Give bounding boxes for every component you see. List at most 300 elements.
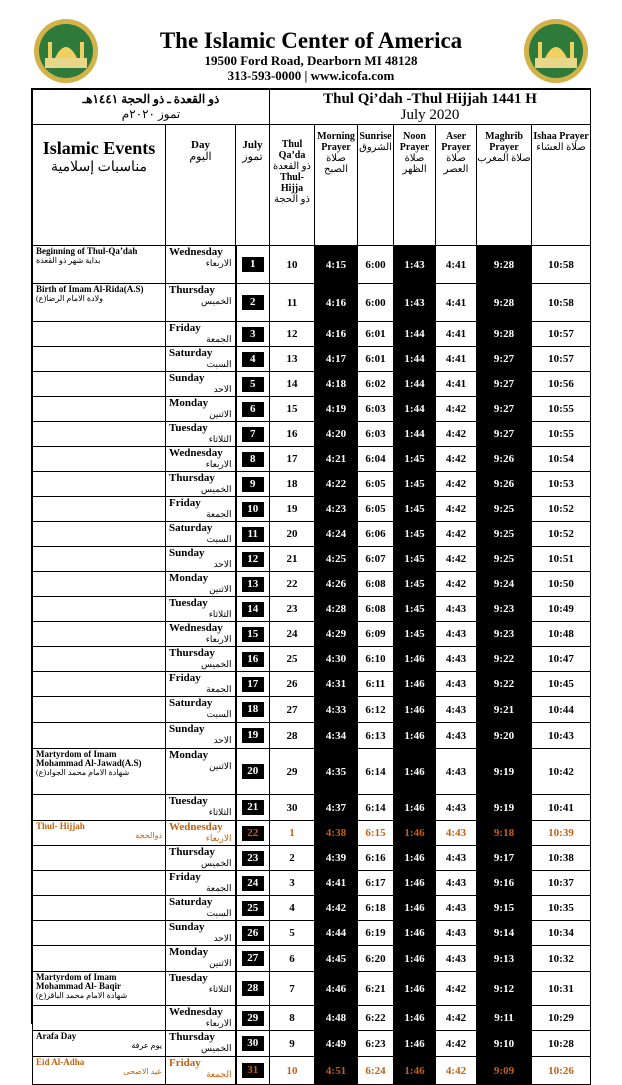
day-cell <box>166 896 236 921</box>
morning-cell: 4:42 <box>315 896 358 921</box>
day-cell <box>166 472 236 497</box>
aser-cell: 4:41 <box>436 372 477 397</box>
header-sunrise <box>358 125 394 246</box>
day-cell <box>166 284 236 322</box>
day-cell <box>166 1006 236 1031</box>
noon-cell: 1:46 <box>394 972 436 1006</box>
header-ishaa-ar: صلاة العشاء <box>536 142 586 153</box>
schedule-frame <box>31 88 591 1079</box>
morning-cell: 4:22 <box>315 472 358 497</box>
noon-cell: 1:46 <box>394 821 436 846</box>
day-ar: الاربعاء <box>205 258 232 268</box>
ishaa-cell: 10:48 <box>532 622 591 647</box>
day-en: Wednesday <box>169 1006 223 1018</box>
event-cell <box>33 697 166 723</box>
noon-cell: 1:46 <box>394 1057 436 1085</box>
table-row <box>33 647 591 672</box>
event-cell <box>33 284 166 322</box>
ishaa-cell: 10:35 <box>532 896 591 921</box>
sunrise-cell: 6:24 <box>358 1057 394 1085</box>
day-ar: الاحد <box>213 384 232 394</box>
noon-cell: 1:46 <box>394 871 436 896</box>
header-events-en: Islamic Events <box>42 138 156 158</box>
maghrib-cell: 9:14 <box>477 921 532 946</box>
hijri-cell: 10 <box>270 246 315 284</box>
event-ar: شهادة الامام محمد الجواد(ع) <box>36 768 130 777</box>
ishaa-cell: 10:45 <box>532 672 591 697</box>
july-date: 3 <box>242 327 264 342</box>
morning-cell: 4:23 <box>315 497 358 522</box>
hijri-cell: 5 <box>270 921 315 946</box>
july-date-cell <box>236 622 270 647</box>
july-date: 10 <box>242 502 264 517</box>
header-day <box>166 125 236 246</box>
july-date: 5 <box>242 377 264 392</box>
july-date-cell <box>236 422 270 447</box>
aser-cell: 4:43 <box>436 622 477 647</box>
noon-cell: 1:43 <box>394 246 436 284</box>
sunrise-cell: 6:23 <box>358 1031 394 1057</box>
ishaa-cell: 10:43 <box>532 723 591 749</box>
morning-cell: 4:48 <box>315 1006 358 1031</box>
noon-cell: 1:45 <box>394 472 436 497</box>
ishaa-cell: 10:28 <box>532 1031 591 1057</box>
sunrise-cell: 6:03 <box>358 422 394 447</box>
table-row <box>33 572 591 597</box>
hijri-cell: 11 <box>270 284 315 322</box>
table-row <box>33 347 591 372</box>
table-row <box>33 672 591 697</box>
aser-cell: 4:41 <box>436 322 477 347</box>
header-aser <box>436 125 477 246</box>
ishaa-cell: 10:57 <box>532 322 591 347</box>
ishaa-cell: 10:52 <box>532 497 591 522</box>
banner-arabic <box>33 90 270 125</box>
sunrise-cell: 6:07 <box>358 547 394 572</box>
july-date-cell <box>236 846 270 871</box>
hijri-cell: 8 <box>270 1006 315 1031</box>
aser-cell: 4:42 <box>436 397 477 422</box>
morning-cell: 4:34 <box>315 723 358 749</box>
day-cell <box>166 871 236 896</box>
july-date-cell <box>236 821 270 846</box>
july-date: 23 <box>242 851 264 866</box>
center-title: The Islamic Center of America <box>159 28 463 53</box>
table-row <box>33 723 591 749</box>
day-cell <box>166 597 236 622</box>
banner-row <box>33 90 591 125</box>
maghrib-cell: 9:23 <box>477 622 532 647</box>
header-july-en: July <box>242 139 263 151</box>
day-ar: الجمعة <box>206 509 232 519</box>
sunrise-cell: 6:22 <box>358 1006 394 1031</box>
event-cell <box>33 871 166 896</box>
table-row <box>33 871 591 896</box>
sunrise-cell: 6:10 <box>358 647 394 672</box>
aser-cell: 4:43 <box>436 871 477 896</box>
july-date: 25 <box>242 901 264 916</box>
aser-cell: 4:43 <box>436 846 477 871</box>
july-date: 16 <box>242 652 264 667</box>
day-cell <box>166 921 236 946</box>
event-cell <box>33 322 166 347</box>
maghrib-cell: 9:27 <box>477 347 532 372</box>
july-date: 7 <box>242 427 264 442</box>
day-ar: الاحد <box>213 559 232 569</box>
july-date: 20 <box>242 764 264 779</box>
maghrib-cell: 9:23 <box>477 597 532 622</box>
event-en: Martyrdom of Imam Mohammad Al-Jawad(A.S) <box>36 749 142 768</box>
july-date-cell <box>236 723 270 749</box>
sunrise-cell: 6:06 <box>358 522 394 547</box>
banner-english <box>270 90 591 125</box>
day-en: Sunday <box>169 372 205 384</box>
header-hijri-en1: Thul Qa’da <box>278 139 306 161</box>
noon-cell: 1:45 <box>394 447 436 472</box>
hijri-cell: 14 <box>270 372 315 397</box>
hijri-cell: 30 <box>270 795 315 821</box>
sunrise-cell: 6:04 <box>358 447 394 472</box>
july-date: 14 <box>242 602 264 617</box>
hijri-cell: 9 <box>270 1031 315 1057</box>
day-en: Wednesday <box>169 246 223 258</box>
hijri-cell: 26 <box>270 672 315 697</box>
ishaa-cell: 10:55 <box>532 422 591 447</box>
table-row <box>33 1006 591 1031</box>
event-cell <box>33 795 166 821</box>
maghrib-cell: 9:25 <box>477 547 532 572</box>
morning-cell: 4:37 <box>315 795 358 821</box>
hijri-cell: 20 <box>270 522 315 547</box>
july-date: 31 <box>242 1063 264 1078</box>
ishaa-cell: 10:53 <box>532 472 591 497</box>
day-ar: الاثنين <box>209 409 232 419</box>
hijri-english: Thul Qi’dah -Thul Hijjah 1441 H <box>323 91 537 107</box>
july-date: 27 <box>242 951 264 966</box>
header-events-ar: مناسبات إسلامية <box>50 160 148 175</box>
day-cell <box>166 246 236 284</box>
event-cell <box>33 347 166 372</box>
noon-cell: 1:45 <box>394 522 436 547</box>
aser-cell: 4:42 <box>436 1057 477 1085</box>
july-date: 9 <box>242 477 264 492</box>
noon-cell: 1:45 <box>394 597 436 622</box>
noon-cell: 1:46 <box>394 1031 436 1057</box>
prayer-schedule-table <box>32 89 591 1085</box>
ishaa-cell: 10:32 <box>532 946 591 972</box>
aser-cell: 4:42 <box>436 522 477 547</box>
morning-cell: 4:16 <box>315 284 358 322</box>
morning-cell: 4:28 <box>315 597 358 622</box>
header-sunrise-ar: الشروق <box>359 142 392 153</box>
table-row <box>33 795 591 821</box>
july-date-cell <box>236 697 270 723</box>
event-cell <box>33 972 166 1006</box>
july-date-cell <box>236 572 270 597</box>
day-ar: الاربعاء <box>205 459 232 469</box>
day-en: Tuesday <box>169 795 208 807</box>
day-en: Saturday <box>169 697 213 709</box>
noon-cell: 1:46 <box>394 795 436 821</box>
noon-cell: 1:46 <box>394 946 436 972</box>
header-day-en: Day <box>191 139 210 151</box>
day-en: Tuesday <box>169 972 208 984</box>
noon-cell: 1:43 <box>394 284 436 322</box>
july-date-cell <box>236 896 270 921</box>
table-row <box>33 896 591 921</box>
day-en: Monday <box>169 946 209 958</box>
maghrib-cell: 9:19 <box>477 749 532 795</box>
morning-cell: 4:39 <box>315 846 358 871</box>
event-en: Martyrdom of Imam Mohammad Al- Baqir <box>36 972 122 991</box>
day-en: Friday <box>169 322 201 334</box>
sunrise-cell: 6:17 <box>358 871 394 896</box>
july-date: 21 <box>242 800 264 815</box>
table-row <box>33 246 591 284</box>
hijri-cell: 27 <box>270 697 315 723</box>
hijri-cell: 18 <box>270 472 315 497</box>
sunrise-cell: 6:14 <box>358 795 394 821</box>
july-date-cell <box>236 597 270 622</box>
event-en: Arafa Day <box>36 1031 77 1041</box>
july-date-cell <box>236 322 270 347</box>
aser-cell: 4:43 <box>436 647 477 672</box>
morning-cell: 4:46 <box>315 972 358 1006</box>
aser-cell: 4:42 <box>436 447 477 472</box>
day-en: Sunday <box>169 921 205 933</box>
aser-cell: 4:43 <box>436 723 477 749</box>
july-date-cell <box>236 447 270 472</box>
table-row <box>33 522 591 547</box>
ishaa-cell: 10:38 <box>532 846 591 871</box>
event-ar: عيد الاضحى <box>123 1067 162 1076</box>
morning-cell: 4:17 <box>315 347 358 372</box>
noon-cell: 1:46 <box>394 672 436 697</box>
sunrise-cell: 6:20 <box>358 946 394 972</box>
day-cell <box>166 572 236 597</box>
noon-cell: 1:46 <box>394 1006 436 1031</box>
day-cell <box>166 697 236 723</box>
sunrise-cell: 6:13 <box>358 723 394 749</box>
noon-cell: 1:46 <box>394 647 436 672</box>
maghrib-cell: 9:27 <box>477 397 532 422</box>
july-date: 1 <box>242 257 264 272</box>
center-contact: 313-593-0000 | www.icofa.com <box>227 68 395 83</box>
sunrise-cell: 6:00 <box>358 246 394 284</box>
sunrise-cell: 6:08 <box>358 597 394 622</box>
sunrise-cell: 6:03 <box>358 397 394 422</box>
july-date-cell <box>236 497 270 522</box>
table-row <box>33 921 591 946</box>
maghrib-cell: 9:26 <box>477 447 532 472</box>
day-ar: الخميس <box>201 1043 232 1053</box>
july-date: 19 <box>242 728 264 743</box>
event-cell <box>33 572 166 597</box>
maghrib-cell: 9:12 <box>477 972 532 1006</box>
aser-cell: 4:42 <box>436 497 477 522</box>
day-ar: الجمعة <box>206 684 232 694</box>
maghrib-cell: 9:28 <box>477 246 532 284</box>
day-cell <box>166 723 236 749</box>
hijri-cell: 29 <box>270 749 315 795</box>
aser-cell: 4:42 <box>436 1031 477 1057</box>
header-hijri <box>270 125 315 246</box>
day-ar: السبت <box>206 534 232 544</box>
event-cell <box>33 497 166 522</box>
noon-cell: 1:46 <box>394 723 436 749</box>
morning-cell: 4:38 <box>315 821 358 846</box>
day-en: Monday <box>169 572 209 584</box>
day-ar: الاربعاء <box>205 833 232 843</box>
noon-cell: 1:45 <box>394 547 436 572</box>
day-cell <box>166 447 236 472</box>
header-july-ar: تموز <box>242 151 263 163</box>
table-row <box>33 1031 591 1057</box>
july-date-cell <box>236 749 270 795</box>
day-ar: الثلاثاء <box>208 609 232 619</box>
aser-cell: 4:42 <box>436 1006 477 1031</box>
table-row <box>33 397 591 422</box>
header-maghrib <box>477 125 532 246</box>
aser-cell: 4:41 <box>436 246 477 284</box>
day-cell <box>166 1031 236 1057</box>
day-en: Wednesday <box>169 622 223 634</box>
july-date-cell <box>236 871 270 896</box>
july-date: 24 <box>242 876 264 891</box>
event-en: Birth of Imam Al-Rida(A.S) <box>36 284 144 294</box>
event-ar: ذوالحجة <box>135 831 162 840</box>
hijri-cell: 17 <box>270 447 315 472</box>
header-noon <box>394 125 436 246</box>
sunrise-cell: 6:11 <box>358 672 394 697</box>
event-cell <box>33 1006 166 1031</box>
day-cell <box>166 322 236 347</box>
maghrib-cell: 9:25 <box>477 497 532 522</box>
sunrise-cell: 6:21 <box>358 972 394 1006</box>
day-cell <box>166 795 236 821</box>
maghrib-cell: 9:27 <box>477 372 532 397</box>
header-hijri-en2: Thul-Hijja <box>280 172 304 194</box>
ishaa-cell: 10:41 <box>532 795 591 821</box>
day-ar: الخميس <box>201 659 232 669</box>
hijri-cell: 3 <box>270 871 315 896</box>
noon-cell: 1:45 <box>394 572 436 597</box>
morning-cell: 4:31 <box>315 672 358 697</box>
day-en: Thursday <box>169 284 215 296</box>
noon-cell: 1:44 <box>394 397 436 422</box>
day-en: Friday <box>169 1057 201 1069</box>
day-en: Saturday <box>169 347 213 359</box>
sunrise-cell: 6:14 <box>358 749 394 795</box>
header-morning-ar: صلاة الصبح <box>324 153 348 175</box>
day-ar: الاثنين <box>209 584 232 594</box>
day-ar: الخميس <box>201 858 232 868</box>
day-en: Monday <box>169 397 209 409</box>
day-ar: الجمعة <box>206 883 232 893</box>
day-cell <box>166 522 236 547</box>
ishaa-cell: 10:29 <box>532 1006 591 1031</box>
event-cell <box>33 647 166 672</box>
table-row <box>33 972 591 1006</box>
column-header-row <box>33 125 591 246</box>
header-ishaa <box>532 125 591 246</box>
event-cell <box>33 472 166 497</box>
maghrib-cell: 9:26 <box>477 472 532 497</box>
ishaa-cell: 10:56 <box>532 372 591 397</box>
july-date: 18 <box>242 702 264 717</box>
day-ar: الثلاثاء <box>208 434 232 444</box>
table-row <box>33 697 591 723</box>
greg-english: July 2020 <box>400 107 460 123</box>
header-ishaa-en: Ishaa Prayer <box>533 131 589 142</box>
event-ar: ولادة الامام الرضا(ع) <box>36 294 104 303</box>
day-ar: الخميس <box>201 484 232 494</box>
morning-cell: 4:41 <box>315 871 358 896</box>
hijri-arabic: ذو القعدة ـ ذو الحجة ١٤٤١هـ <box>82 92 220 106</box>
event-en: Eid Al-Adha <box>36 1057 85 1067</box>
maghrib-cell: 9:24 <box>477 572 532 597</box>
sunrise-cell: 6:01 <box>358 347 394 372</box>
header-day-ar: اليوم <box>189 151 212 163</box>
maghrib-cell: 9:16 <box>477 871 532 896</box>
header-hijri-ar2: ذو الحجة <box>274 194 310 205</box>
day-en: Thursday <box>169 647 215 659</box>
maghrib-cell: 9:28 <box>477 284 532 322</box>
table-row <box>33 372 591 397</box>
event-cell <box>33 547 166 572</box>
day-en: Thursday <box>169 846 215 858</box>
aser-cell: 4:43 <box>436 795 477 821</box>
hijri-cell: 25 <box>270 647 315 672</box>
maghrib-cell: 9:15 <box>477 896 532 921</box>
table-row <box>33 447 591 472</box>
july-date: 12 <box>242 552 264 567</box>
hijri-cell: 13 <box>270 347 315 372</box>
morning-cell: 4:45 <box>315 946 358 972</box>
july-date-cell <box>236 1031 270 1057</box>
header-morning-en: Morning Prayer <box>317 131 355 153</box>
day-en: Monday <box>169 749 209 761</box>
day-ar: السبت <box>206 359 232 369</box>
day-en: Saturday <box>169 896 213 908</box>
event-en: Thul- Hijjah <box>36 821 85 831</box>
morning-cell: 4:18 <box>315 372 358 397</box>
maghrib-cell: 9:18 <box>477 821 532 846</box>
july-date-cell <box>236 946 270 972</box>
maghrib-cell: 9:09 <box>477 1057 532 1085</box>
sunrise-cell: 6:05 <box>358 497 394 522</box>
morning-cell: 4:19 <box>315 397 358 422</box>
page-header <box>0 0 622 86</box>
maghrib-cell: 9:22 <box>477 647 532 672</box>
sunrise-cell: 6:00 <box>358 284 394 322</box>
hijri-cell: 28 <box>270 723 315 749</box>
table-row <box>33 547 591 572</box>
morning-cell: 4:33 <box>315 697 358 723</box>
july-date: 2 <box>242 295 264 310</box>
morning-cell: 4:51 <box>315 1057 358 1085</box>
day-ar: الثلاثاء <box>208 807 232 817</box>
july-date-cell <box>236 547 270 572</box>
event-cell <box>33 846 166 871</box>
day-cell <box>166 647 236 672</box>
ishaa-cell: 10:58 <box>532 284 591 322</box>
maghrib-cell: 9:25 <box>477 522 532 547</box>
hijri-cell: 12 <box>270 322 315 347</box>
maghrib-cell: 9:10 <box>477 1031 532 1057</box>
event-ar: شهادة الامام محمد الباقر(ع) <box>36 991 128 1000</box>
day-cell <box>166 422 236 447</box>
